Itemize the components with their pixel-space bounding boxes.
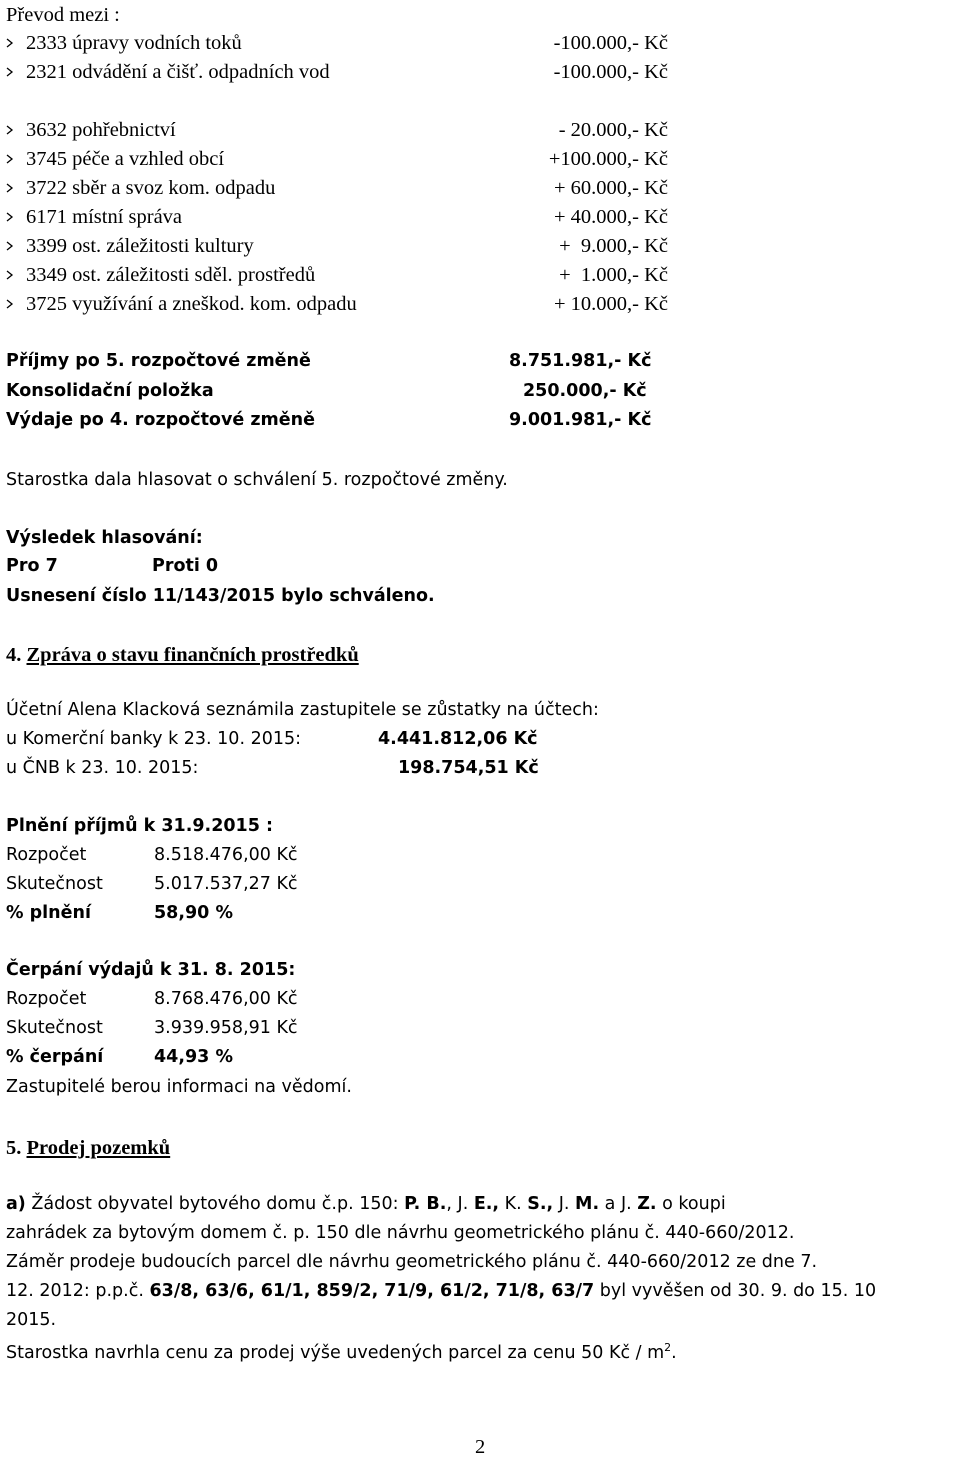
bank2-value: 198.754,51 Kč [398,758,539,778]
income-actual-value: 5.017.537,27 Kč [154,874,298,894]
transfer-item-amount: -100.000,- Kč [553,61,668,83]
transfer-heading: Převod mezi : [6,4,120,26]
page-number: 2 [475,1436,486,1458]
sale-intent-line1: Záměr prodeje budoucích parcel dle návrhu geometrického plánu č. 440-660/2012 ze dne 7. [6,1252,818,1272]
sale-intent-line2 [6,1283,876,1301]
transfer-item-amount: + 9.000,- Kč [559,235,668,257]
arrow-bullet-icon [6,154,14,164]
arrow-bullet-icon [6,270,14,280]
transfer-item-amount: + 10.000,- Kč [553,293,668,315]
transfer-item-label: 3745 péče a vzhled obcí [26,148,225,170]
transfer-item-amount: + 60.000,- Kč [553,177,668,199]
applicant-4: M. [575,1194,600,1214]
transfer-item-label: 6171 místní správa [26,206,183,228]
expense-pct-value: 44,93 % [154,1047,233,1067]
section5-heading [6,1138,170,1159]
transfer-item-amount: + 40.000,- Kč [553,206,668,228]
summary-value-expenses: 9.001.981,- Kč [509,410,652,430]
votes-for: Pro 7 [6,556,58,576]
section5-title: Prodej pozemků [26,1137,171,1159]
section4-intro: Účetní Alena Klacková seznámila zastupitele se zůstatky na účtech: [6,700,599,720]
request-text: Žádost obyvatel bytového domu č.p. 150: [25,1194,405,1214]
expense-budget-value: 8.768.476,00 Kč [154,989,298,1009]
arrow-bullet-icon [6,67,14,77]
arrow-bullet-icon [6,125,14,135]
section5-number: 5. [6,1137,22,1159]
section4-number: 4. [6,644,22,666]
bank1-label: u Komerční banky k 23. 10. 2015: [6,729,301,749]
bank2-label: u ČNB k 23. 10. 2015: [6,758,199,778]
section4-note: Zastupitelé berou informaci na vědomí. [6,1077,352,1097]
expense-actual-value: 3.939.958,91 Kč [154,1018,298,1038]
transfer-item-amount: + 1.000,- Kč [559,264,668,286]
summary-value-income: 8.751.981,- Kč [509,351,652,371]
income-pct-value: 58,90 % [154,903,233,923]
request-text: o koupi [656,1194,726,1214]
expense-heading: Čerpání výdajů k 31. 8. 2015: [6,960,296,980]
intent-text: 12. 2012: p.p.č. [6,1281,150,1301]
arrow-bullet-icon [6,299,14,309]
parcel-list: 63/8, 63/6, 61/1, 859/2, 71/9, 61/2, 71/8, 63/7 [149,1281,595,1301]
vote-result-heading: Výsledek hlasování: [6,528,203,548]
arrow-bullet-icon [6,241,14,251]
income-actual-label: Skutečnost [6,874,103,894]
applicant-1: P. B. [404,1194,447,1214]
square-exponent: 2 [664,1341,672,1354]
applicant-5: Z. [637,1194,657,1214]
bank1-value: 4.441.812,06 Kč [378,729,538,749]
price-text-end: . [671,1342,677,1363]
arrow-bullet-icon [6,38,14,48]
transfer-item-amount: - 20.000,- Kč [558,119,668,141]
income-budget-label: Rozpočet [6,845,87,865]
transfer-item-label: 3722 sběr a svoz kom. odpadu [26,177,276,199]
vote-intro: Starostka dala hlasovat o schválení 5. rozpočtové změny. [6,470,508,490]
transfer-item-label: 3349 ost. záležitosti sděl. prostředů [26,264,316,286]
section4-heading [6,645,359,666]
sale-request-line1 [6,1196,726,1214]
item-a-marker: a) [6,1194,26,1214]
expense-actual-label: Skutečnost [6,1018,103,1038]
arrow-bullet-icon [6,212,14,222]
request-text: , J. [446,1194,474,1214]
transfer-item-amount: +100.000,- Kč [548,148,668,170]
transfer-item-label: 3399 ost. záležitosti kultury [26,235,254,257]
transfer-item-label: 2333 úpravy vodních toků [26,32,242,54]
expense-budget-label: Rozpočet [6,989,87,1009]
expense-pct-label: % čerpání [6,1047,104,1067]
arrow-bullet-icon [6,183,14,193]
resolution-text: Usnesení číslo 11/143/2015 bylo schváleno. [6,586,435,606]
summary-label-consolidation: Konsolidační položka [6,381,214,401]
income-heading: Plnění příjmů k 31.9.2015 : [6,816,273,836]
summary-value-consolidation: 250.000,- Kč [523,381,647,401]
summary-label-income: Příjmy po 5. rozpočtové změně [6,351,311,371]
price-proposal [6,1342,677,1362]
applicant-3: S., [527,1194,554,1214]
request-text: J. [553,1194,576,1214]
section4-title: Zpráva o stavu finančních prostředků [26,644,359,666]
income-pct-label: % plnění [6,903,91,923]
transfer-item-amount: -100.000,- Kč [553,32,668,54]
income-budget-value: 8.518.476,00 Kč [154,845,298,865]
summary-label-expenses: Výdaje po 4. rozpočtové změně [6,410,315,430]
intent-text: byl vyvěšen od 30. 9. do 15. 10 [594,1281,877,1301]
transfer-item-label: 2321 odvádění a čišť. odpadních vod [26,61,330,83]
request-text: a J. [599,1194,638,1214]
applicant-2: E., [473,1194,500,1214]
transfer-item-label: 3725 využívání a zneškod. kom. odpadu [26,293,357,315]
request-text: K. [499,1194,528,1214]
transfer-item-label: 3632 pohřebnictví [26,119,176,141]
votes-against: Proti 0 [152,556,219,576]
sale-request-line2: zahrádek za bytovým domem č. p. 150 dle návrhu geometrického plánu č. 440-660/2012. [6,1223,795,1243]
price-text: Starostka navrhla cenu za prodej výše uvedených parcel za cenu 50 Kč / m [6,1342,665,1363]
sale-intent-line3: 2015. [6,1310,57,1330]
